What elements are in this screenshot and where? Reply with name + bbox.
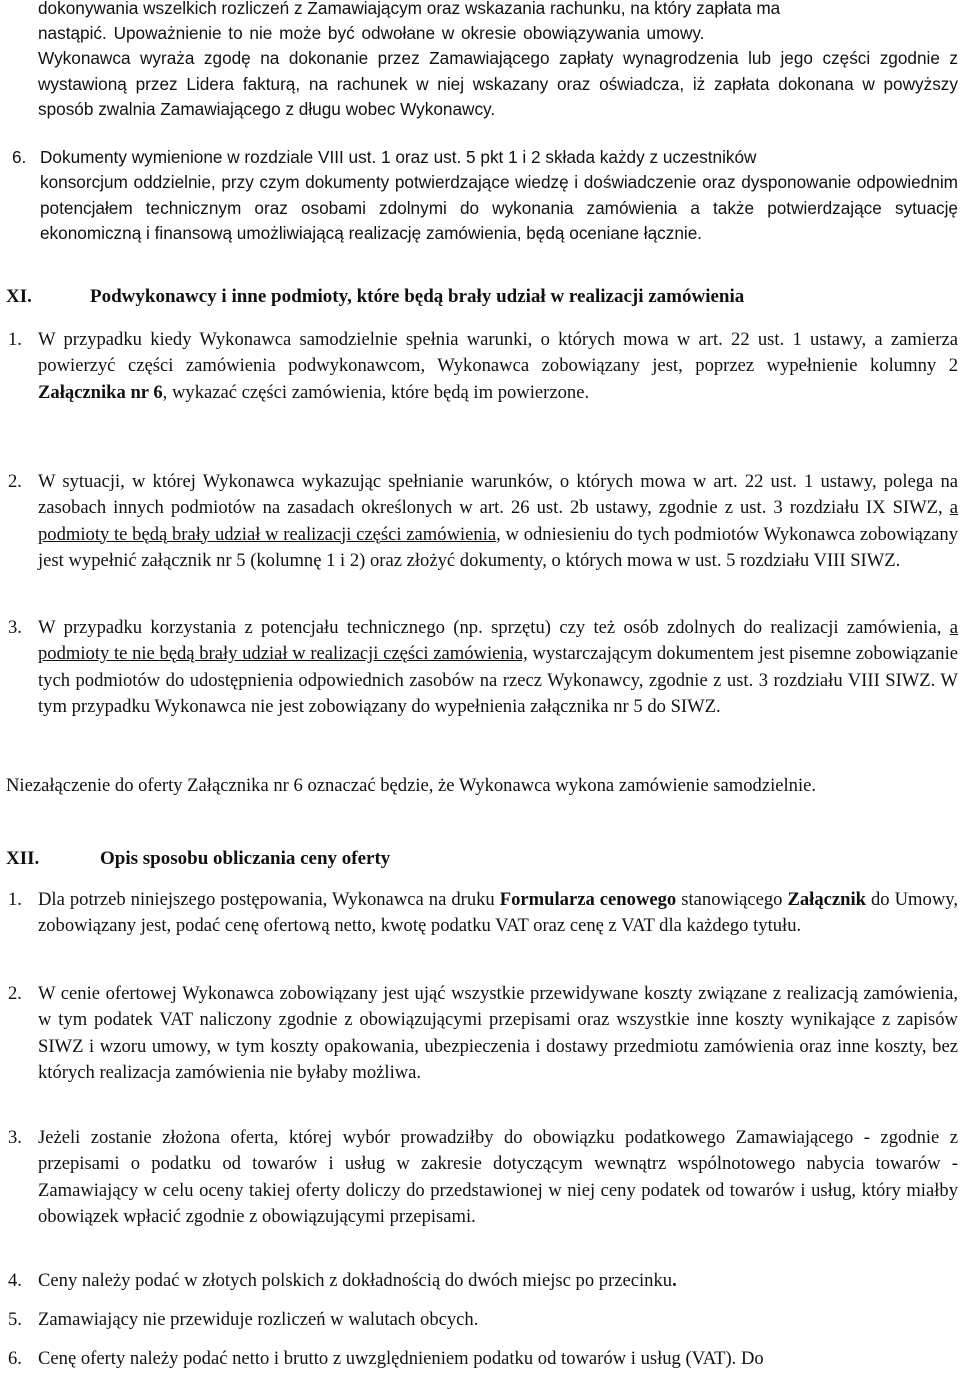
bold-text: .	[672, 1270, 677, 1291]
text: W sytuacji, w której Wykonawca wykazując spełnianie warunków, o których mowa w art. 22 ust. 1 ustawy, polega na zasobach innych podmiotów na zasadach określonych w art. 26 ust. 2b ustawy, zgodnie z ust. 3 rozdziału IX SIWZ,	[38, 471, 958, 519]
text: , wykazać części zamówienia, które będą im powierzone.	[162, 381, 590, 403]
list-item	[38, 615, 958, 720]
item-number: 5.	[8, 1309, 22, 1330]
text: dokonywania wszelkich rozliczeń z Zamawiającym oraz wskazania rachunku, na który zapłata ma	[38, 0, 781, 18]
list-item	[38, 1307, 958, 1333]
text: , w odniesieniu do tych podmiotów Wykonawca zobowiązany jest wypełnić załącznik nr 5 (kolumnę 1 i 2) oraz złożyć dokumenty, o których mowa w ust. 5 rozdziału VIII SIWZ.	[38, 523, 958, 571]
bold-text: Załącznik	[787, 889, 866, 910]
bold-text: Formularza cenowego	[499, 889, 677, 910]
text: konsorcjum oddzielnie, przy czym dokumenty potwierdzające wiedzę i doświadczenie oraz dysponowanie odpowiednim potencjałem technicznym oraz osobami zdolnymi do wykonania zamówienia a także potwierdzające sytuację ekonomiczną i finansową umożliwiającą realizację zamówienia, będą oceniane łącznie.	[40, 172, 958, 244]
section-number: XII.	[6, 848, 40, 869]
item-number: 2.	[8, 983, 22, 1004]
item-number: 3.	[8, 617, 22, 638]
underlined-text: a podmioty te będą brały udział w realizacji części zamówienia	[38, 497, 958, 545]
text: wystarczającym dokumentem jest pisemne zobowiązanie tych podmiotów do udostępnienia odpowiednich zasobów na rzecz Wykonawcy, zgodnie z ust. 3 rozdziału VIII SIWZ. W tym przypadku Wykonawca nie jest zobowiązany do wypełnienia załącznika nr 5 do SIWZ.	[38, 643, 958, 717]
list-item	[38, 1268, 958, 1294]
text: W przypadku kiedy Wykonawca samodzielnie spełnia warunki, o których mowa w art. 22 ust. 1 ustawy, a zamierza powierzyć części zamówienia podwykonawcom, Wykonawca zobowiązany jest, poprzez wypełnienie kolumny 2	[38, 329, 958, 377]
note-paragraph	[6, 773, 958, 799]
item-number: 2.	[8, 471, 22, 492]
text: Cenę oferty należy podać netto i brutto z uwzględnieniem podatku od towarów i usług (VAT). Do	[38, 1348, 764, 1369]
text: Zamawiający nie przewiduje rozliczeń w walutach obcych.	[38, 1309, 479, 1330]
item-number: 6.	[12, 147, 27, 167]
section-title: Podwykonawcy i inne podmioty, które będą brały udział w realizacji zamówienia	[90, 286, 745, 307]
text: Dla potrzeb niniejszego postępowania, Wykonawca na druku	[38, 889, 500, 910]
item-number: 4.	[8, 1270, 22, 1291]
bold-text: Załącznika nr 6	[38, 381, 163, 403]
text: Ceny należy podać w złotych polskich z dokładnością do dwóch miejsc po przecinku	[38, 1270, 673, 1291]
text: Wykonawca wyraża zgodę na dokonanie przez Zamawiającego zapłaty wynagrodzenia lub jego części zgodnie z wystawioną przez Lidera fakturą, na rachunek w niej wskazany oraz oświadcza, iż zapłata dokonana w powyższy sposób zwalnia Zamawiającego z długu wobec Wykonawcy.	[38, 48, 958, 120]
list-item	[38, 469, 958, 574]
text: Dokumenty wymienione w rozdziale VIII ust. 1 oraz ust. 5 pkt 1 i 2 składa każdy z uczestników	[40, 147, 757, 167]
item6-first-line	[40, 145, 958, 171]
text: W cenie ofertowej Wykonawca zobowiązany jest ująć wszystkie przewidywane koszty związane z realizacją zamówienia, w tym podatek VAT naliczony zgodnie z obowiązującymi przepisami oraz wszystkie inne koszty wynikające z zapisów SIWZ i wzoru umowy, w tym koszty opakowania, ubezpieczenia i dostawy przedmiotu zamówienia oraz inne koszty, bez których realizacja zamówienia nie byłaby możliwa.	[38, 983, 958, 1083]
text: Jeżeli zostanie złożona oferta, której wybór prowadziłby do obowiązku podatkowego Zamawiającego - zgodnie z przepisami o podatku od towarów i usług w zakresie dotyczącym wewnątrz wspólnotowego nabycia towarów - Zamawiający w celu oceny takiej oferty doliczy do przedstawionej w niej ceny podatek od towarów i usług, który miałby obowiązek wpłacić zgodnie z obowiązującymi przepisami.	[38, 1127, 958, 1227]
continuation-paragraph	[38, 46, 958, 123]
text: stanowiącego	[676, 889, 788, 910]
continuation-line-1	[38, 0, 958, 22]
text: Niezałączenie do oferty Załącznika nr 6 oznaczać będzie, że Wykonawca wykona zamówienie samodzielnie.	[6, 775, 817, 796]
section-number: XI.	[6, 286, 32, 307]
text: W przypadku korzystania z potencjału technicznego (np. sprzętu) czy też osób zdolnych do realizacji zamówienia,	[38, 617, 950, 638]
item-number: 3.	[8, 1127, 22, 1148]
list-item	[38, 1346, 958, 1372]
list-item	[38, 887, 958, 940]
item-number: 6.	[8, 1348, 22, 1369]
list-item	[38, 1125, 958, 1230]
item-number: 1.	[8, 329, 22, 350]
item-number: 1.	[8, 889, 22, 910]
text: do Umowy, zobowiązany jest, podać cenę ofertową netto, kwotę podatku VAT oraz cenę z VAT dla każdego tytułu.	[38, 889, 958, 937]
item6-paragraph	[40, 170, 958, 247]
list-item	[38, 327, 958, 406]
section-title: Opis sposobu obliczania ceny oferty	[100, 848, 391, 869]
text: nastąpić. Upoważnienie to nie może być odwołane w okresie obowiązywania umowy.	[38, 23, 705, 43]
underlined-text: a podmioty te nie będą brały udział w realizacji części zamówienia,	[38, 617, 958, 665]
continuation-line-2	[38, 21, 958, 47]
list-item	[38, 981, 958, 1086]
